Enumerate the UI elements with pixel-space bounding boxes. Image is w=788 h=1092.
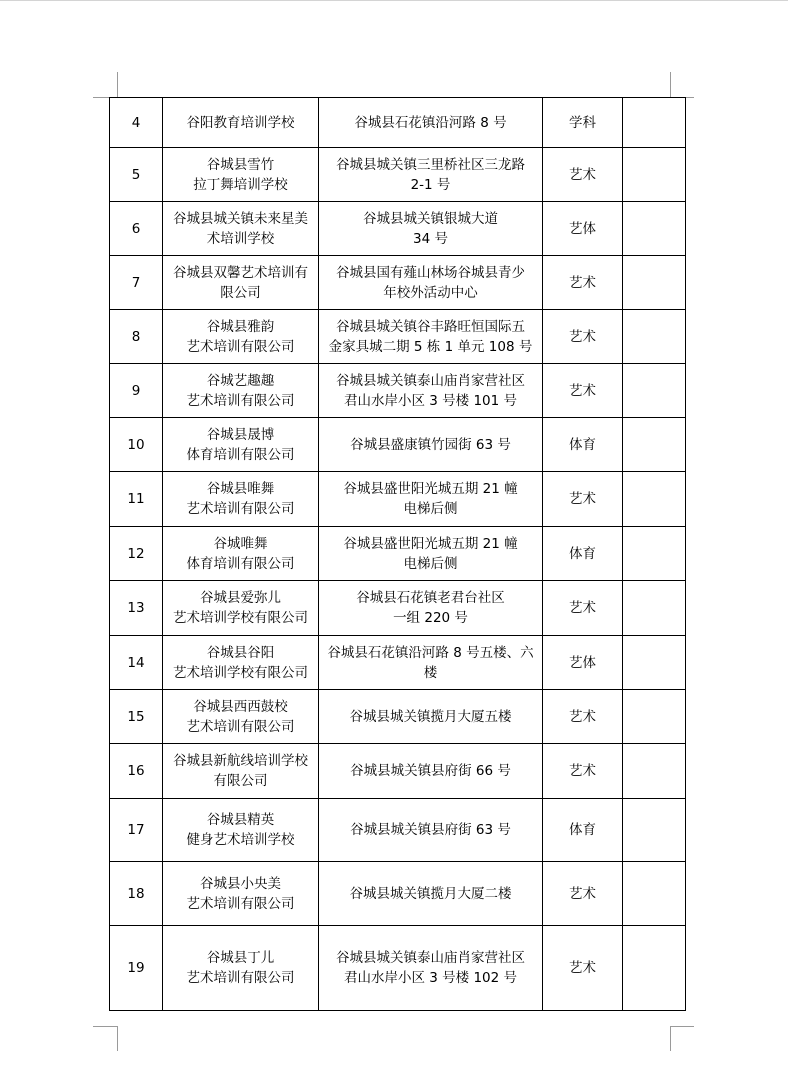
institution-name-cell-line: 术培训学校 [206,230,275,247]
institution-name-cell [163,148,319,202]
institution-name-cell-line: 谷城县西西鼓校 [193,698,288,715]
address-cell-line: 谷城县石花镇沿河路 8 号五楼、六 [327,644,534,661]
institution-name-cell-line: 艺术培训有限公司 [186,895,295,912]
address-cell-line: 金家具城二期 5 栋 1 单元 108 号 [328,338,533,355]
institution-name-cell [163,799,319,862]
address-cell-line: 一组 220 号 [393,610,468,626]
table-row [110,98,686,148]
note-cell [623,581,686,636]
table-row [110,581,686,636]
address-cell [319,148,543,202]
page-top-border [0,0,788,1]
row-number-cell: 5 [110,148,163,202]
institution-name-cell-line: 谷城县雪竹 [206,156,275,173]
row-number-cell: 15 [110,690,163,744]
table-row [110,256,686,310]
note-cell [623,256,686,310]
note-cell [623,98,686,148]
category-cell: 体育 [543,527,623,581]
category-cell: 艺术 [543,472,623,527]
table-row [110,636,686,690]
address-cell-line: 谷城县盛世阳光城五期 21 幢 [343,535,518,552]
institution-name-cell-line: 谷城县谷阳 [206,644,275,661]
table-row [110,926,686,1011]
address-cell-line: 楼 [423,664,438,681]
table-row [110,799,686,862]
table-row [110,744,686,799]
institution-name-cell [163,527,319,581]
table-body [110,98,686,1011]
row-number-cell: 10 [110,418,163,472]
address-cell [319,364,543,418]
institution-name-cell-line: 谷城县双馨艺术培训有 [173,264,308,281]
address-cell-line: 谷城县盛康镇竹园街 63 号 [350,436,511,453]
row-number-cell: 16 [110,744,163,799]
note-cell [623,862,686,926]
category-cell: 艺体 [543,636,623,690]
institution-name-cell [163,418,319,472]
address-cell-line: 谷城县城关镇县府街 63 号 [350,822,511,838]
category-cell: 艺术 [543,926,623,1011]
address-cell-line: 34 号 [413,230,448,247]
address-cell-line: 谷城县城关镇泰山庙肖家营社区 [336,950,525,966]
category-cell: 体育 [543,418,623,472]
institution-name-cell-line: 谷城县雅韵 [206,318,275,335]
category-cell: 艺术 [543,690,623,744]
crop-mark-top-left-vertical [117,72,118,97]
category-cell: 学科 [543,98,623,148]
crop-mark-bottom-right-horizontal [670,1026,694,1027]
institution-name-cell [163,636,319,690]
table-row [110,148,686,202]
note-cell [623,636,686,690]
address-cell-line: 电梯后侧 [403,555,458,572]
crop-mark-top-right-vertical [670,72,671,97]
address-cell [319,98,543,148]
address-cell-line: 2-1 号 [410,176,451,193]
institution-name-cell [163,98,319,148]
institution-name-cell [163,364,319,418]
category-cell: 体育 [543,799,623,862]
table-row [110,472,686,527]
category-cell: 艺术 [543,364,623,418]
institution-name-cell-line: 谷城县新航线培训学校 [173,753,308,769]
institution-name-cell-line: 谷城唯舞 [213,535,268,552]
address-cell [319,862,543,926]
note-cell [623,418,686,472]
address-cell-line: 谷城县城关镇揽月大厦二楼 [349,885,512,902]
table-row [110,862,686,926]
table-row [110,310,686,364]
address-cell-line: 年校外活动中心 [383,284,478,301]
row-number-cell: 17 [110,799,163,862]
institution-name-cell-line: 艺术培训学校有限公司 [173,610,308,626]
institution-name-cell-line: 有限公司 [213,773,268,789]
note-cell [623,148,686,202]
category-cell: 艺术 [543,744,623,799]
row-number-cell: 14 [110,636,163,690]
address-cell [319,256,543,310]
category-cell: 艺术 [543,581,623,636]
note-cell [623,744,686,799]
institution-name-cell-line: 艺术培训有限公司 [186,718,295,735]
institution-name-cell [163,202,319,256]
address-cell-line: 谷城县石花镇老君台社区 [356,590,505,606]
address-cell-line: 谷城县城关镇三里桥社区三龙路 [336,156,525,173]
address-cell-line: 谷城县城关镇县府街 66 号 [350,763,511,779]
table-row [110,418,686,472]
row-number-cell: 19 [110,926,163,1011]
address-cell [319,636,543,690]
address-cell-line: 谷城县城关镇谷丰路旺恒国际五 [336,318,525,335]
note-cell [623,690,686,744]
crop-mark-bottom-left-vertical [117,1026,118,1051]
row-number-cell: 9 [110,364,163,418]
address-cell [319,690,543,744]
row-number-cell: 7 [110,256,163,310]
institution-name-cell-line: 艺术培训有限公司 [186,392,295,409]
institution-name-cell-line: 谷城县城关镇未来星美 [173,210,308,227]
row-number-cell: 12 [110,527,163,581]
crop-mark-bottom-right-vertical [670,1026,671,1051]
address-cell-line: 谷城县城关镇泰山庙肖家营社区 [336,372,525,389]
institution-name-cell-line: 谷阳教育培训学校 [186,114,295,131]
institution-name-cell [163,690,319,744]
institution-name-cell [163,862,319,926]
address-cell-line: 谷城县盛世阳光城五期 21 幢 [343,481,518,497]
note-cell [623,926,686,1011]
institution-name-cell-line: 谷城县小央美 [200,875,281,892]
institution-table [109,97,686,1011]
institution-name-cell-line: 谷城县丁儿 [206,950,275,966]
institution-name-cell [163,256,319,310]
address-cell [319,472,543,527]
address-cell [319,310,543,364]
note-cell [623,527,686,581]
address-cell [319,418,543,472]
institution-name-cell [163,472,319,527]
institution-name-cell-line: 体育培训有限公司 [186,555,295,572]
institution-name-cell [163,581,319,636]
institution-name-cell-line: 健身艺术培训学校 [186,832,295,848]
institution-name-cell-line: 谷城艺趣趣 [206,372,275,389]
address-cell [319,527,543,581]
category-cell: 艺术 [543,310,623,364]
row-number-cell: 8 [110,310,163,364]
institution-name-cell [163,926,319,1011]
table-row [110,364,686,418]
institution-name-cell-line: 限公司 [220,284,261,301]
category-cell: 艺术 [543,148,623,202]
address-cell-line: 谷城县石花镇沿河路 8 号 [354,114,507,131]
row-number-cell: 6 [110,202,163,256]
category-cell: 艺术 [543,256,623,310]
institution-name-cell-line: 谷城县爱弥儿 [200,590,281,606]
institution-name-cell-line: 艺术培训学校有限公司 [173,664,308,681]
address-cell [319,202,543,256]
table-row [110,690,686,744]
address-cell-line: 谷城县城关镇银城大道 [363,210,498,227]
institution-name-cell-line: 艺术培训有限公司 [186,970,295,986]
row-number-cell: 13 [110,581,163,636]
address-cell-line: 电梯后侧 [403,501,458,517]
institution-name-cell-line: 艺术培训有限公司 [186,338,295,355]
institution-name-cell-line: 谷城县晟博 [206,426,275,443]
note-cell [623,202,686,256]
institution-name-cell-line: 拉丁舞培训学校 [193,176,288,193]
category-cell: 艺体 [543,202,623,256]
institution-name-cell [163,744,319,799]
table-row [110,202,686,256]
address-cell-line: 谷城县城关镇揽月大厦五楼 [349,708,512,725]
crop-mark-bottom-left-horizontal [93,1026,117,1027]
row-number-cell: 11 [110,472,163,527]
category-cell: 艺术 [543,862,623,926]
institution-name-cell [163,310,319,364]
address-cell [319,744,543,799]
note-cell [623,310,686,364]
table-row [110,527,686,581]
note-cell [623,799,686,862]
institution-name-cell-line: 体育培训有限公司 [186,446,295,463]
address-cell [319,581,543,636]
note-cell [623,364,686,418]
institution-name-cell-line: 谷城县唯舞 [206,481,275,497]
institution-name-cell-line: 谷城县精英 [206,812,275,828]
row-number-cell: 4 [110,98,163,148]
address-cell-line: 君山水岸小区 3 号楼 101 号 [343,392,518,409]
address-cell-line: 谷城县国有薤山林场谷城县青少 [336,264,525,281]
note-cell [623,472,686,527]
address-cell [319,926,543,1011]
institution-name-cell-line: 艺术培训有限公司 [186,501,295,517]
address-cell [319,799,543,862]
address-cell-line: 君山水岸小区 3 号楼 102 号 [343,970,518,986]
row-number-cell: 18 [110,862,163,926]
